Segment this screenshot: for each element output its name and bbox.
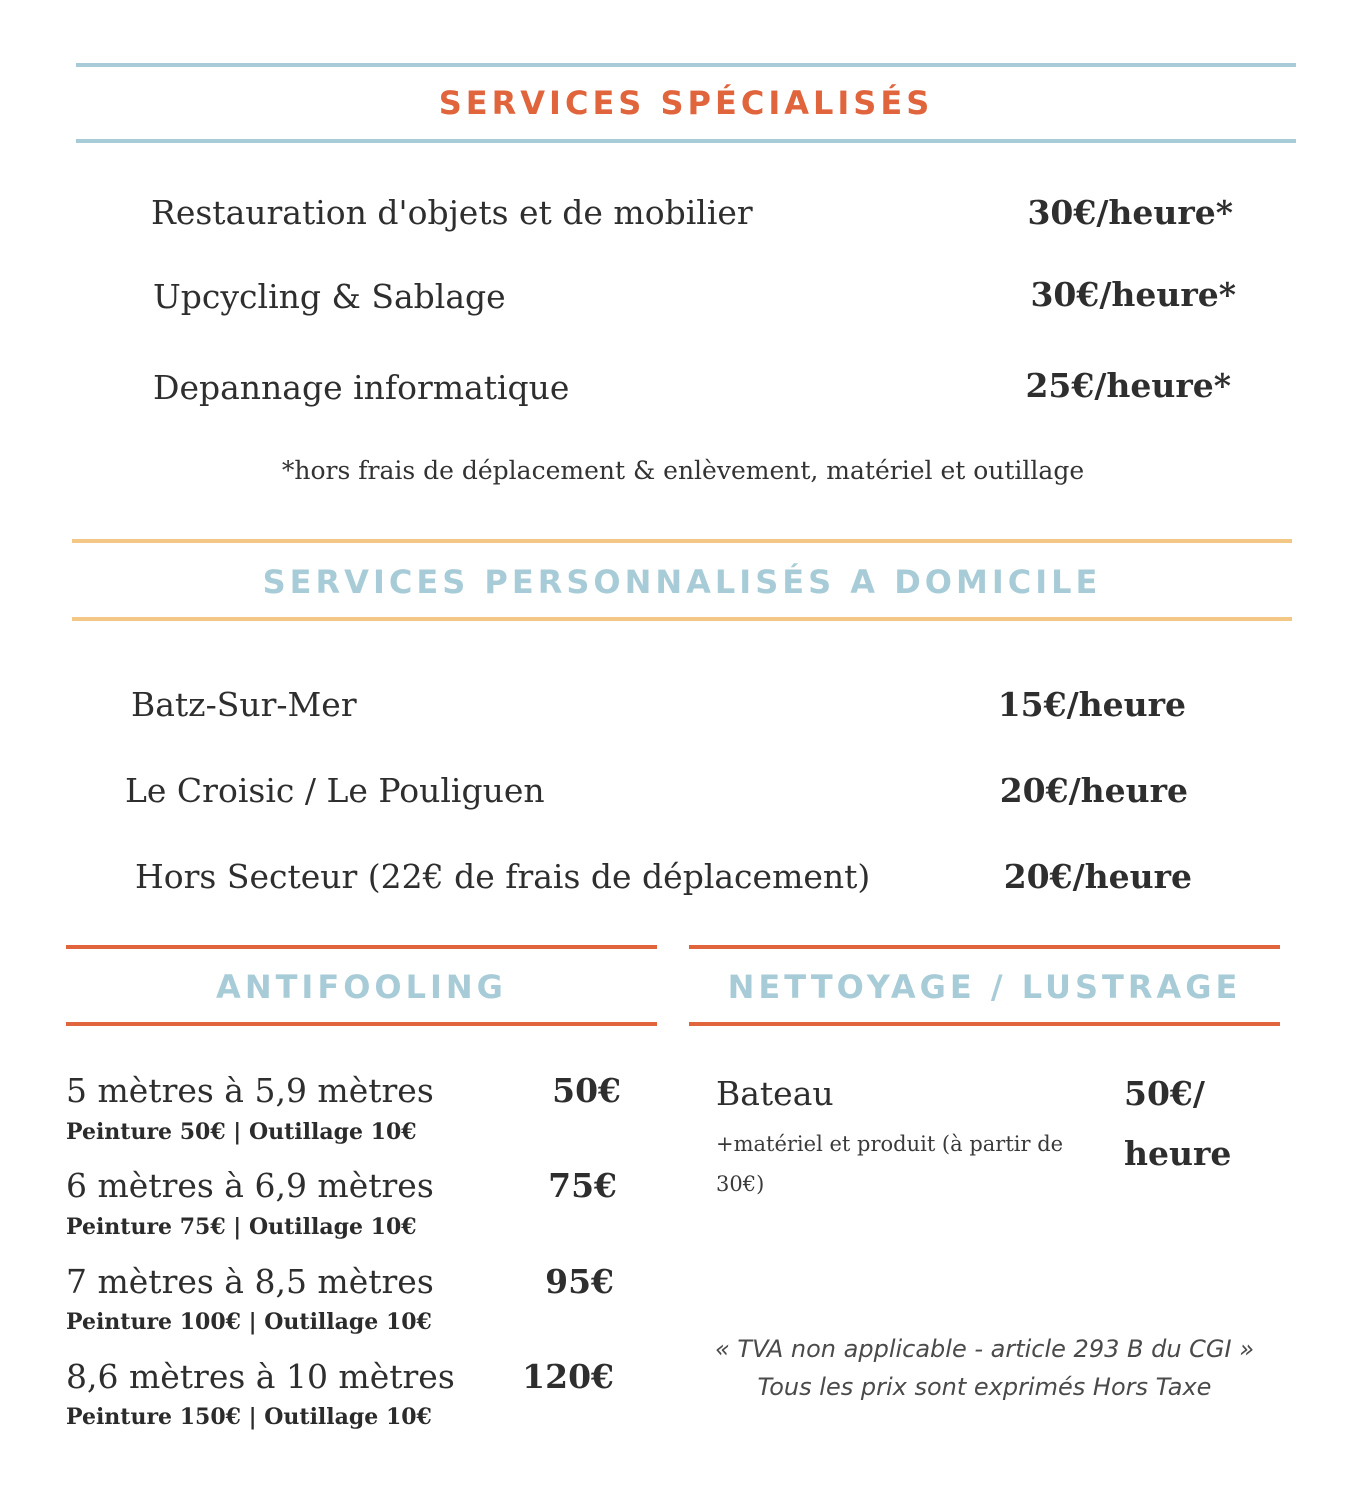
zone-price: 20€/heure (999, 771, 1188, 810)
zone-price: 15€/heure (997, 685, 1186, 724)
service-label: Upcycling & Sablage (153, 277, 506, 316)
specialises-note: *hors frais de déplacement & enlèvement, matériel et outillage (281, 456, 1085, 485)
length-range: 5 mètres à 5,9 mètres (66, 1071, 434, 1110)
section-rule-bottom (66, 1022, 657, 1026)
service-price: 25€/heure* (1025, 366, 1231, 405)
section-rule-top (72, 539, 1292, 543)
vat-notice: « TVA non applicable - article 293 B du CGI » (714, 1335, 1255, 1363)
length-range: 7 mètres à 8,5 mètres (66, 1262, 434, 1301)
zone-label: Batz-Sur-Mer (131, 685, 357, 724)
zone-price: 20€/heure (1003, 857, 1192, 896)
price-notice: Tous les prix sont exprimés Hors Taxe (757, 1373, 1212, 1401)
length-price: 50€ (552, 1071, 621, 1110)
length-detail: Peinture 100€ | Outillage 10€ (66, 1309, 432, 1335)
length-price: 120€ (522, 1357, 614, 1396)
section-rule-bottom (72, 617, 1292, 621)
service-price: 30€/heure* (1030, 275, 1236, 314)
service-price: 30€/heure* (1027, 193, 1233, 232)
length-price: 95€ (545, 1262, 614, 1301)
service-label: Depannage informatique (153, 368, 570, 407)
service-label: Restauration d'objets et de mobilier (151, 193, 753, 232)
domicile-title: SERVICES PERSONNALISÉS A DOMICILE (262, 563, 1102, 601)
length-detail: Peinture 75€ | Outillage 10€ (66, 1214, 417, 1240)
boat-label: Bateau (716, 1074, 834, 1113)
length-detail: Peinture 50€ | Outillage 10€ (66, 1119, 417, 1145)
length-detail: Peinture 150€ | Outillage 10€ (66, 1404, 432, 1430)
section-rule-bottom (689, 1022, 1280, 1026)
section-rule-top (66, 945, 657, 949)
boat-price-line2: heure (1124, 1134, 1232, 1173)
length-range: 8,6 mètres à 10 mètres (66, 1357, 455, 1396)
length-range: 6 mètres à 6,9 mètres (66, 1166, 434, 1205)
section-rule-top (689, 945, 1280, 949)
specialises-title: SERVICES SPÉCIALISÉS (438, 84, 934, 122)
antifooling-title: ANTIFOOLING (216, 968, 507, 1006)
boat-price-line1: 50€/ (1124, 1074, 1205, 1113)
zone-label: Le Croisic / Le Pouliguen (125, 771, 545, 810)
boat-detail: +matériel et produit (à partir de 30€) (716, 1132, 1064, 1196)
section-rule-bottom (76, 139, 1296, 143)
zone-label: Hors Secteur (22€ de frais de déplacement) (135, 857, 871, 896)
nettoyage-title: NETTOYAGE / LUSTRAGE (727, 968, 1242, 1006)
section-rule-top (76, 63, 1296, 67)
length-price: 75€ (548, 1166, 617, 1205)
